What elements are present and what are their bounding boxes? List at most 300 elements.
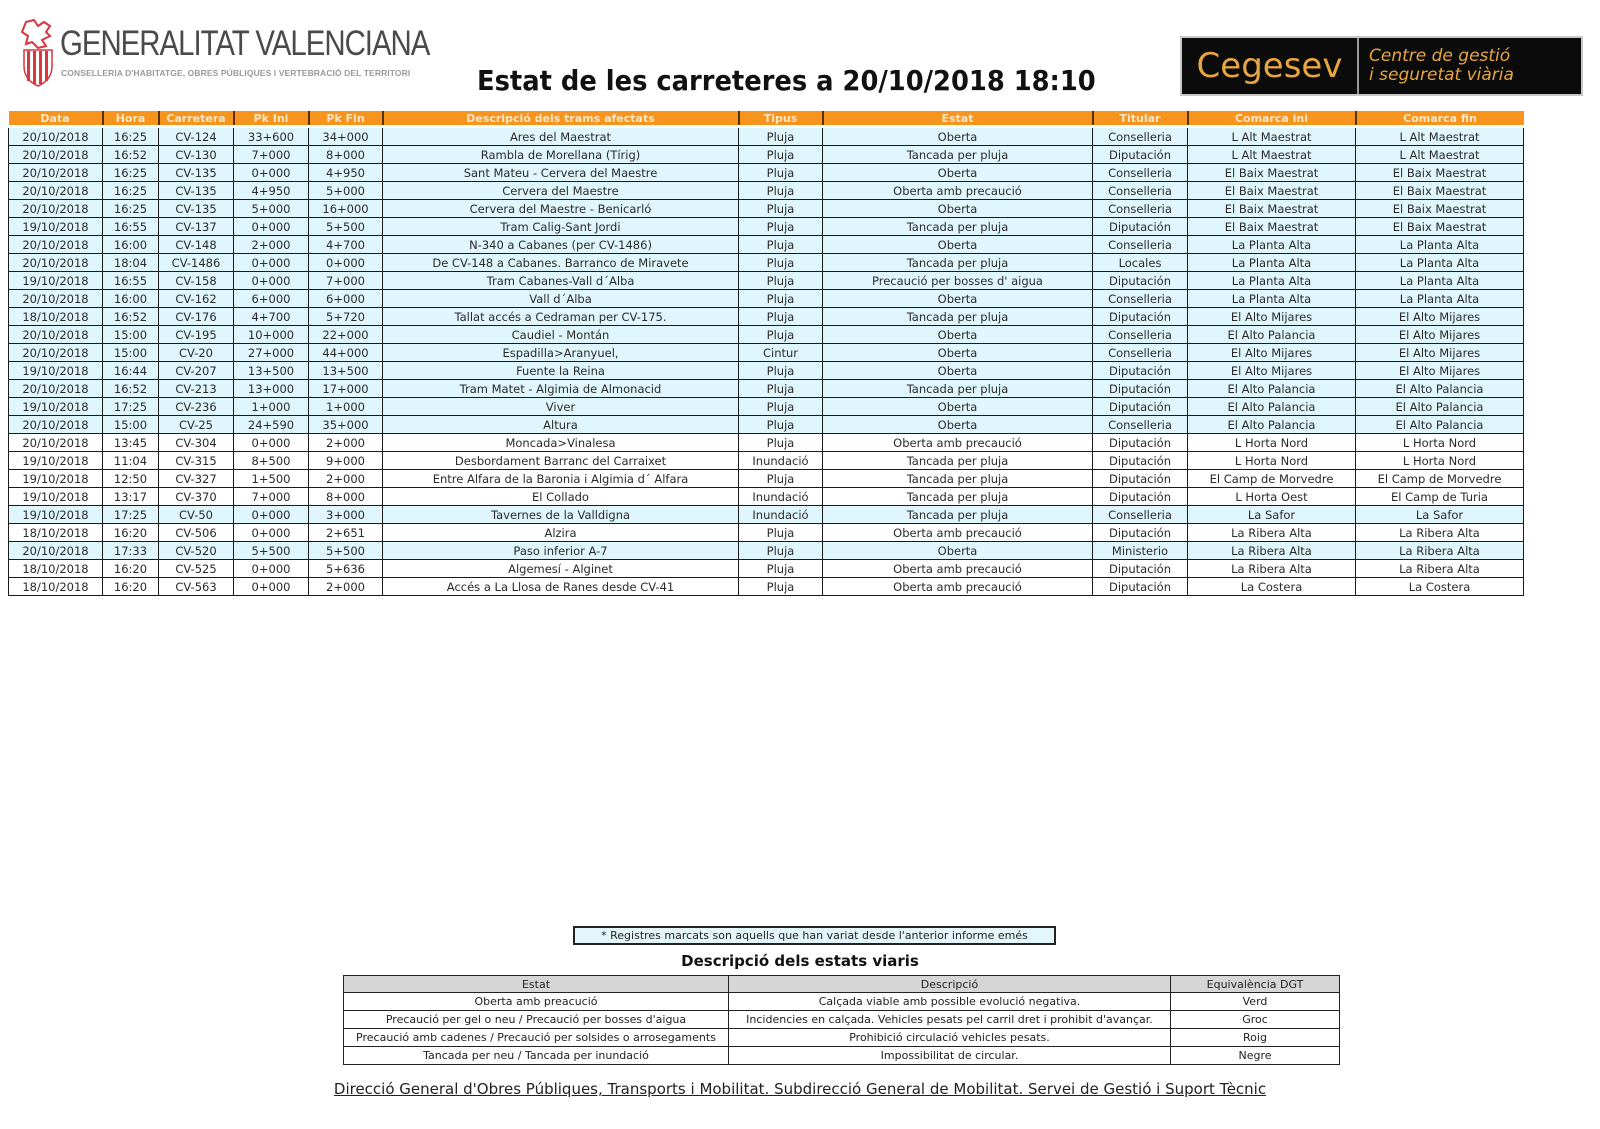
cell-region-start: La Ribera Alta (1188, 542, 1356, 560)
cell-status: Oberta amb precaució (823, 560, 1093, 578)
legend-cell-state: Oberta amb preacució (344, 993, 729, 1011)
cegesev-logo (1180, 36, 1583, 96)
cell-status: Tancada per pluja (823, 380, 1093, 398)
cell-region-end: La Costera (1356, 578, 1524, 596)
cell-pk-end: 22+000 (309, 326, 383, 344)
cell-time: 16:20 (103, 560, 159, 578)
cell-pk-start: 7+000 (234, 146, 309, 164)
cell-road: CV-563 (159, 578, 234, 596)
cell-pk-start: 1+000 (234, 398, 309, 416)
cell-date: 20/10/2018 (9, 344, 103, 362)
cell-region-start: L Horta Oest (1188, 488, 1356, 506)
cell-description: Ares del Maestrat (383, 127, 739, 146)
cell-date: 20/10/2018 (9, 254, 103, 272)
table-row-marked (9, 344, 1524, 362)
table-row (9, 452, 1524, 470)
table-row-marked (9, 380, 1524, 398)
cell-road: CV-525 (159, 560, 234, 578)
cell-owner: Conselleria (1093, 416, 1188, 434)
cell-status: Tancada per pluja (823, 146, 1093, 164)
cell-road: CV-520 (159, 542, 234, 560)
cell-date: 19/10/2018 (9, 362, 103, 380)
cell-type: Pluja (739, 326, 823, 344)
table-row-marked (9, 362, 1524, 380)
cell-status: Oberta (823, 344, 1093, 362)
table-row-marked (9, 506, 1524, 524)
cell-pk-end: 7+000 (309, 272, 383, 290)
cell-status: Oberta (823, 416, 1093, 434)
cell-status: Tancada per pluja (823, 470, 1093, 488)
cegesev-tagline-line-1: Centre de gestió (1369, 46, 1511, 66)
cell-pk-end: 5+000 (309, 182, 383, 200)
cell-status: Tancada per pluja (823, 452, 1093, 470)
table-row-marked (9, 308, 1524, 326)
cell-region-start: La Planta Alta (1188, 272, 1356, 290)
cell-road: CV-124 (159, 127, 234, 146)
legend-cell-dgt-equivalence: Verd (1171, 993, 1340, 1011)
cell-description: Sant Mateu - Cervera del Maestre (383, 164, 739, 182)
cell-description: Tram Calig-Sant Jordi (383, 218, 739, 236)
cell-status: Oberta amb precaució (823, 524, 1093, 542)
legend-title: Descripció dels estats viaris (681, 952, 919, 970)
cell-road: CV-148 (159, 236, 234, 254)
cell-type: Pluja (739, 164, 823, 182)
cell-road: CV-370 (159, 488, 234, 506)
cell-time: 16:20 (103, 578, 159, 596)
cell-time: 15:00 (103, 344, 159, 362)
legend-cell-dgt-equivalence: Roig (1171, 1029, 1340, 1047)
cell-pk-end: 4+950 (309, 164, 383, 182)
cell-type: Inundació (739, 506, 823, 524)
table-row-marked (9, 254, 1524, 272)
cell-pk-end: 6+000 (309, 290, 383, 308)
cell-type: Pluja (739, 398, 823, 416)
cell-owner: Conselleria (1093, 182, 1188, 200)
cell-status: Precaució per bosses d' aigua (823, 272, 1093, 290)
cell-pk-start: 4+950 (234, 182, 309, 200)
cell-time: 17:25 (103, 506, 159, 524)
cell-owner: Diputación (1093, 272, 1188, 290)
cell-pk-end: 2+000 (309, 578, 383, 596)
cell-region-start: El Alto Mijares (1188, 344, 1356, 362)
cell-pk-start: 0+000 (234, 434, 309, 452)
cell-region-end: El Alto Palancia (1356, 398, 1524, 416)
cell-pk-start: 33+600 (234, 127, 309, 146)
table-row-marked (9, 290, 1524, 308)
cell-road: CV-135 (159, 200, 234, 218)
cell-road: CV-130 (159, 146, 234, 164)
cell-time: 13:17 (103, 488, 159, 506)
cell-pk-start: 0+000 (234, 164, 309, 182)
cell-pk-start: 0+000 (234, 560, 309, 578)
cell-description: Tavernes de la Valldigna (383, 506, 739, 524)
cell-date: 20/10/2018 (9, 326, 103, 344)
column-header-type: Tipus (739, 111, 823, 127)
cell-owner: Conselleria (1093, 236, 1188, 254)
cell-status: Oberta (823, 326, 1093, 344)
cegesev-logo-tagline (1359, 38, 1581, 94)
cell-road: CV-25 (159, 416, 234, 434)
cell-road: CV-195 (159, 326, 234, 344)
cell-owner: Conselleria (1093, 200, 1188, 218)
cell-time: 16:55 (103, 272, 159, 290)
cell-owner: Diputación (1093, 434, 1188, 452)
cell-date: 18/10/2018 (9, 524, 103, 542)
cell-status: Oberta (823, 398, 1093, 416)
cell-region-end: El Baix Maestrat (1356, 164, 1524, 182)
cell-region-start: El Baix Maestrat (1188, 182, 1356, 200)
cell-status: Oberta (823, 362, 1093, 380)
legend-cell-state: Precaució amb cadenes / Precaució per solsides o arrosegaments (344, 1029, 729, 1047)
cell-region-start: La Costera (1188, 578, 1356, 596)
legend-header-row (344, 976, 1340, 993)
cell-date: 19/10/2018 (9, 452, 103, 470)
cell-pk-end: 9+000 (309, 452, 383, 470)
cell-pk-start: 1+500 (234, 470, 309, 488)
cell-region-start: L Horta Nord (1188, 452, 1356, 470)
cell-region-end: El Alto Palancia (1356, 380, 1524, 398)
cell-region-start: El Alto Mijares (1188, 308, 1356, 326)
legend-header-description: Descripció (729, 976, 1171, 993)
column-header-time: Hora (103, 111, 159, 127)
cell-type: Cintur (739, 344, 823, 362)
cell-type: Pluja (739, 290, 823, 308)
cell-type: Pluja (739, 308, 823, 326)
cell-road: CV-207 (159, 362, 234, 380)
cell-pk-end: 5+636 (309, 560, 383, 578)
cell-pk-end: 17+000 (309, 380, 383, 398)
cell-pk-start: 0+000 (234, 254, 309, 272)
cell-type: Pluja (739, 146, 823, 164)
cell-region-end: L Alt Maestrat (1356, 127, 1524, 146)
table-row-marked (9, 182, 1524, 200)
cell-owner: Diputación (1093, 524, 1188, 542)
column-header-pk-start: Pk Ini (234, 111, 309, 127)
cell-time: 18:04 (103, 254, 159, 272)
legend-row (344, 1047, 1340, 1065)
cell-type: Pluja (739, 127, 823, 146)
cell-region-end: L Horta Nord (1356, 452, 1524, 470)
cell-date: 20/10/2018 (9, 200, 103, 218)
cell-pk-end: 0+000 (309, 254, 383, 272)
cell-date: 20/10/2018 (9, 416, 103, 434)
cell-description: De CV-148 a Cabanes. Barranco de Miravete (383, 254, 739, 272)
legend-row (344, 1029, 1340, 1047)
cell-date: 20/10/2018 (9, 434, 103, 452)
cell-region-end: La Ribera Alta (1356, 524, 1524, 542)
cell-time: 16:44 (103, 362, 159, 380)
cell-type: Pluja (739, 542, 823, 560)
legend-row (344, 1011, 1340, 1029)
table-row (9, 470, 1524, 488)
cell-pk-start: 7+000 (234, 488, 309, 506)
coat-of-arms-icon (20, 18, 56, 88)
cell-date: 20/10/2018 (9, 290, 103, 308)
cell-region-start: El Alto Palancia (1188, 416, 1356, 434)
cell-region-end: El Alto Mijares (1356, 308, 1524, 326)
table-row-marked (9, 326, 1524, 344)
cell-owner: Diputación (1093, 470, 1188, 488)
cell-status: Oberta amb precaució (823, 182, 1093, 200)
cell-time: 11:04 (103, 452, 159, 470)
cell-type: Pluja (739, 218, 823, 236)
cell-pk-start: 0+000 (234, 524, 309, 542)
cell-type: Pluja (739, 362, 823, 380)
cell-pk-start: 0+000 (234, 506, 309, 524)
footer-credits: Direcció General d'Obres Públiques, Transports i Mobilitat. Subdirecció General de Mobilitat. Servei de Gestió i Suport Tècnic (333, 1080, 1267, 1098)
column-header-status: Estat (823, 111, 1093, 127)
page-title: Estat de les carreteres a 20/10/2018 18:10 (477, 64, 1096, 97)
cell-region-start: L Alt Maestrat (1188, 146, 1356, 164)
cell-time: 16:00 (103, 236, 159, 254)
cell-type: Pluja (739, 200, 823, 218)
cell-description: Entre Alfara de la Baronia i Algimia d´ Alfara (383, 470, 739, 488)
cell-pk-end: 3+000 (309, 506, 383, 524)
cell-pk-start: 13+500 (234, 362, 309, 380)
cell-type: Pluja (739, 380, 823, 398)
table-header-row (9, 111, 1524, 127)
cell-description: Accés a La Llosa de Ranes desde CV-41 (383, 578, 739, 596)
table-body (9, 127, 1524, 596)
legend-row (344, 993, 1340, 1011)
cell-status: Oberta amb precaució (823, 434, 1093, 452)
cell-description: Espadilla>Aranyuel, (383, 344, 739, 362)
cell-date: 19/10/2018 (9, 272, 103, 290)
cell-owner: Diputación (1093, 218, 1188, 236)
cell-road: CV-135 (159, 164, 234, 182)
cell-region-start: El Alto Palancia (1188, 326, 1356, 344)
legend-header-state: Estat (344, 976, 729, 993)
cell-date: 18/10/2018 (9, 308, 103, 326)
cell-description: Alzira (383, 524, 739, 542)
cell-pk-start: 5+000 (234, 200, 309, 218)
table-row-marked (9, 236, 1524, 254)
column-header-pk-end: Pk Fin (309, 111, 383, 127)
cell-date: 20/10/2018 (9, 127, 103, 146)
cell-type: Inundació (739, 488, 823, 506)
cell-status: Tancada per pluja (823, 488, 1093, 506)
cell-road: CV-137 (159, 218, 234, 236)
cell-pk-start: 6+000 (234, 290, 309, 308)
cell-status: Oberta (823, 290, 1093, 308)
cell-region-end: El Alto Palancia (1356, 416, 1524, 434)
cell-pk-start: 0+000 (234, 578, 309, 596)
cell-date: 20/10/2018 (9, 146, 103, 164)
cell-date: 20/10/2018 (9, 236, 103, 254)
cell-region-end: La Planta Alta (1356, 290, 1524, 308)
table-row-marked (9, 542, 1524, 560)
cell-pk-start: 13+000 (234, 380, 309, 398)
cell-road: CV-506 (159, 524, 234, 542)
cell-region-start: La Ribera Alta (1188, 560, 1356, 578)
cell-road: CV-20 (159, 344, 234, 362)
cell-owner: Conselleria (1093, 127, 1188, 146)
cell-type: Pluja (739, 272, 823, 290)
cell-road: CV-176 (159, 308, 234, 326)
cell-date: 19/10/2018 (9, 470, 103, 488)
cell-owner: Ministerio (1093, 542, 1188, 560)
cell-pk-start: 5+500 (234, 542, 309, 560)
cell-type: Pluja (739, 470, 823, 488)
cell-road: CV-315 (159, 452, 234, 470)
cell-date: 20/10/2018 (9, 380, 103, 398)
cell-pk-end: 1+000 (309, 398, 383, 416)
cell-time: 16:55 (103, 218, 159, 236)
cell-date: 20/10/2018 (9, 182, 103, 200)
cell-region-end: La Planta Alta (1356, 272, 1524, 290)
cell-date: 18/10/2018 (9, 578, 103, 596)
cell-owner: Diputación (1093, 578, 1188, 596)
cell-region-end: La Ribera Alta (1356, 542, 1524, 560)
cell-road: CV-304 (159, 434, 234, 452)
cell-time: 13:45 (103, 434, 159, 452)
cell-region-end: El Alto Mijares (1356, 344, 1524, 362)
cell-owner: Conselleria (1093, 164, 1188, 182)
cell-description: Cervera del Maestre - Benicarló (383, 200, 739, 218)
table-row-marked (9, 218, 1524, 236)
cell-region-end: El Baix Maestrat (1356, 182, 1524, 200)
cell-description: Altura (383, 416, 739, 434)
cell-description: Paso inferior A-7 (383, 542, 739, 560)
cell-region-start: La Safor (1188, 506, 1356, 524)
cell-pk-end: 5+720 (309, 308, 383, 326)
cell-region-start: La Planta Alta (1188, 290, 1356, 308)
cell-pk-end: 2+000 (309, 434, 383, 452)
road-states-legend-table (343, 975, 1340, 1065)
table-row (9, 524, 1524, 542)
gv-logo-subtitle: CONSELLERIA D'HABITATGE, OBRES PÚBLIQUES I VERTEBRACIÓ DEL TERRITORI (61, 68, 411, 78)
cell-region-start: El Camp de Morvedre (1188, 470, 1356, 488)
cell-pk-end: 16+000 (309, 200, 383, 218)
legend-cell-state: Tancada per neu / Tancada per inundació (344, 1047, 729, 1065)
cell-region-start: El Alto Mijares (1188, 362, 1356, 380)
cell-status: Oberta amb precaució (823, 578, 1093, 596)
cell-region-end: La Planta Alta (1356, 236, 1524, 254)
cell-description: Fuente la Reina (383, 362, 739, 380)
legend-cell-description: Calçada viable amb possible evolució negativa. (729, 993, 1171, 1011)
cell-region-start: La Planta Alta (1188, 236, 1356, 254)
column-header-date: Data (9, 111, 103, 127)
cell-owner: Diputación (1093, 488, 1188, 506)
cell-road: CV-158 (159, 272, 234, 290)
table-row (9, 434, 1524, 452)
table-row-marked (9, 127, 1524, 146)
table-row (9, 488, 1524, 506)
cell-status: Oberta (823, 542, 1093, 560)
cell-date: 20/10/2018 (9, 164, 103, 182)
cell-road: CV-236 (159, 398, 234, 416)
cell-time: 16:25 (103, 182, 159, 200)
cell-owner: Diputación (1093, 560, 1188, 578)
cell-pk-start: 10+000 (234, 326, 309, 344)
cell-region-end: El Baix Maestrat (1356, 200, 1524, 218)
cell-type: Pluja (739, 236, 823, 254)
table-row-marked (9, 416, 1524, 434)
legend-cell-state: Precaució per gel o neu / Precaució per bosses d'aigua (344, 1011, 729, 1029)
cell-region-end: L Horta Nord (1356, 434, 1524, 452)
cell-date: 18/10/2018 (9, 560, 103, 578)
cell-date: 20/10/2018 (9, 542, 103, 560)
cell-pk-end: 8+000 (309, 488, 383, 506)
cell-pk-end: 13+500 (309, 362, 383, 380)
cell-description: El Collado (383, 488, 739, 506)
cell-region-end: El Camp de Morvedre (1356, 470, 1524, 488)
table-row-marked (9, 146, 1524, 164)
table-row-marked (9, 164, 1524, 182)
cell-time: 16:52 (103, 380, 159, 398)
cegesev-tagline-line-2: i seguretat viària (1369, 65, 1514, 85)
cell-region-end: El Baix Maestrat (1356, 218, 1524, 236)
cell-status: Tancada per pluja (823, 254, 1093, 272)
cell-pk-end: 2+651 (309, 524, 383, 542)
table-row-marked (9, 272, 1524, 290)
column-header-region-start: Comarca ini (1188, 111, 1356, 127)
cell-owner: Conselleria (1093, 506, 1188, 524)
cell-time: 16:00 (103, 290, 159, 308)
cell-time: 16:52 (103, 146, 159, 164)
cell-pk-end: 5+500 (309, 542, 383, 560)
cell-status: Tancada per pluja (823, 218, 1093, 236)
cell-time: 17:25 (103, 398, 159, 416)
cell-owner: Diputación (1093, 398, 1188, 416)
cell-road: CV-162 (159, 290, 234, 308)
cell-pk-start: 2+000 (234, 236, 309, 254)
cell-description: Rambla de Morellana (Tírig) (383, 146, 739, 164)
cell-region-start: L Alt Maestrat (1188, 127, 1356, 146)
cell-description: Moncada>Vinalesa (383, 434, 739, 452)
column-header-description: Descripció dels trams afectats (383, 111, 739, 127)
column-header-road: Carretera (159, 111, 234, 127)
cell-owner: Diputación (1093, 362, 1188, 380)
cell-owner: Conselleria (1093, 326, 1188, 344)
cell-type: Inundació (739, 452, 823, 470)
cell-description: Cervera del Maestre (383, 182, 739, 200)
cell-type: Pluja (739, 254, 823, 272)
cell-time: 16:25 (103, 200, 159, 218)
cell-pk-start: 0+000 (234, 272, 309, 290)
table-row (9, 578, 1524, 596)
cell-description: N-340 a Cabanes (per CV-1486) (383, 236, 739, 254)
cell-region-start: El Baix Maestrat (1188, 164, 1356, 182)
cell-description: Tram Cabanes-Vall d´Alba (383, 272, 739, 290)
cell-owner: Diputación (1093, 146, 1188, 164)
column-header-owner: Titular (1093, 111, 1188, 127)
cell-status: Tancada per pluja (823, 506, 1093, 524)
cell-region-end: El Camp de Turia (1356, 488, 1524, 506)
table-row (9, 560, 1524, 578)
cell-region-end: El Alto Mijares (1356, 362, 1524, 380)
cell-time: 16:25 (103, 127, 159, 146)
cell-region-start: La Planta Alta (1188, 254, 1356, 272)
cell-description: Tram Matet - Algimia de Almonacid (383, 380, 739, 398)
cell-region-end: El Alto Mijares (1356, 326, 1524, 344)
cell-type: Pluja (739, 560, 823, 578)
cell-time: 12:50 (103, 470, 159, 488)
cell-status: Oberta (823, 236, 1093, 254)
cell-time: 16:20 (103, 524, 159, 542)
cell-date: 19/10/2018 (9, 218, 103, 236)
cell-owner: Diputación (1093, 380, 1188, 398)
cell-date: 19/10/2018 (9, 488, 103, 506)
legend-cell-description: Impossibilitat de circular. (729, 1047, 1171, 1065)
cell-type: Pluja (739, 182, 823, 200)
cell-description: Tallat accés a Cedraman per CV-175. (383, 308, 739, 326)
cell-time: 15:00 (103, 326, 159, 344)
cell-date: 19/10/2018 (9, 398, 103, 416)
cell-time: 16:52 (103, 308, 159, 326)
cell-description: Caudiel - Montán (383, 326, 739, 344)
cell-pk-end: 5+500 (309, 218, 383, 236)
